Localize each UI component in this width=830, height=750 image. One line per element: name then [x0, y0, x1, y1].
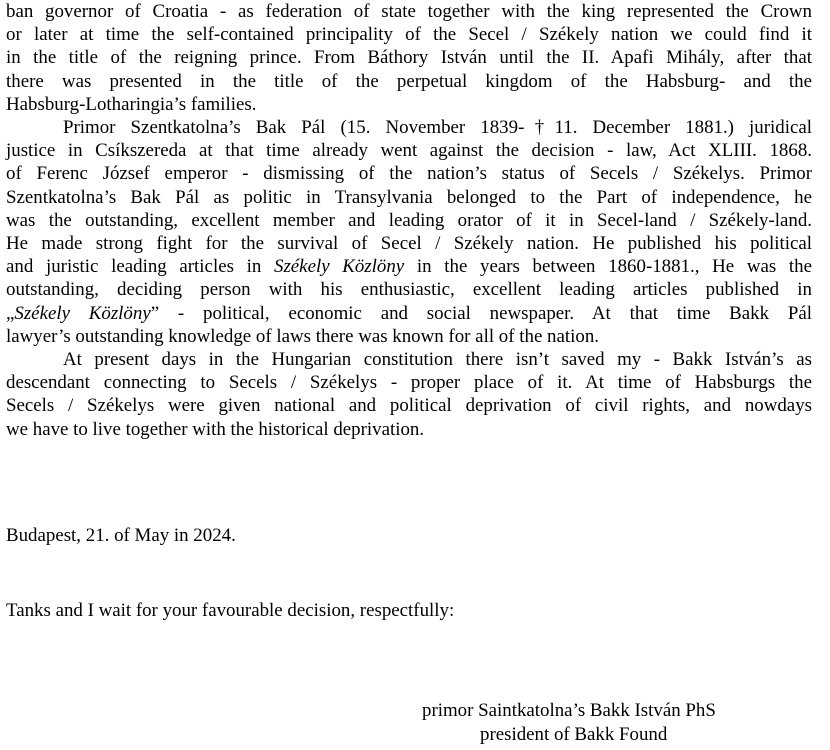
text-line: ban governor of Croatia - as federation of state together with the king represented the Crown [6, 1, 812, 22]
text-line: He made strong fight for the survival of Secel / Székely nation. He published his political [6, 233, 812, 255]
text-line: or later at time the self-contained principality of the Secel / Székely nation we could find it [6, 24, 812, 46]
paragraph-2 [6, 116, 812, 348]
text-segment: in the years between 1860-1881., He was the [404, 256, 812, 278]
text-line: was the outstanding, excellent member and leading orator of it in Secel-land / Székely-land. [6, 209, 812, 231]
newspaper-title: Székely Közlöny [14, 302, 151, 324]
text-line: justice in Csíkszereda at that time already went against the decision - law, Act XLIII. 1868. [6, 140, 812, 162]
signature-name: primor Saintkatolna’s Bakk István PhS [422, 700, 716, 721]
text-line: Secels / Székelys were given national and political deprivation of civil rights, and nowdays [6, 395, 812, 417]
text-line-content: At present days in the Hungarian constitution there isn’t saved my - Bakk István’s as [63, 349, 812, 371]
text-line: descendant connecting to Secels / Székelys - proper place of it. At time of Habsburgs the [6, 372, 812, 394]
text-line: there was presented in the title of the perpetual kingdom of the Habsburg- and the [6, 70, 812, 92]
text-line-content: Primor Szentkatolna’s Bak Pál (15. November 1839-†11. December 1881.) juridical [63, 117, 812, 139]
text-line [6, 116, 812, 139]
text-line [6, 302, 812, 325]
text-segment: „ [6, 302, 15, 324]
closing-sentence: Tanks and I wait for your favourable decision, respectfully: [6, 600, 455, 621]
text-line: lawyer’s outstanding knowledge of laws there was known for all of the nation. [6, 325, 599, 347]
text-line: outstanding, deciding person with his enthusiastic, excellent leading articles published in [6, 279, 812, 301]
text-line: in the title of the reigning prince. From Báthory István until the II. Apafi Mihály, after that [6, 47, 812, 69]
text-line [6, 348, 812, 371]
document-body [6, 0, 812, 441]
text-line [6, 255, 812, 278]
paragraph-3 [6, 348, 812, 441]
text-line: of Ferenc József emperor - dismissing of the nation’s status of Secels / Székelys. Primor [6, 163, 812, 185]
text-segment: and juristic leading articles in [6, 256, 274, 278]
text-line: Habsburg-Lotharingia’s families. [6, 93, 257, 115]
paragraph-1 [6, 0, 812, 116]
newspaper-title: Székely Közlöny [274, 256, 405, 278]
signature-title: president of Bakk Found [480, 724, 668, 745]
text-segment: ” - political, economic and social newspaper. At that time Bakk Pál [150, 302, 812, 324]
dateline: Budapest, 21. of May in 2024. [6, 525, 236, 546]
text-line: we have to live together with the historical deprivation. [6, 418, 425, 440]
text-line: Szentkatolna’s Bak Pál as politic in Transylvania belonged to the Part of independence, he [6, 186, 812, 208]
